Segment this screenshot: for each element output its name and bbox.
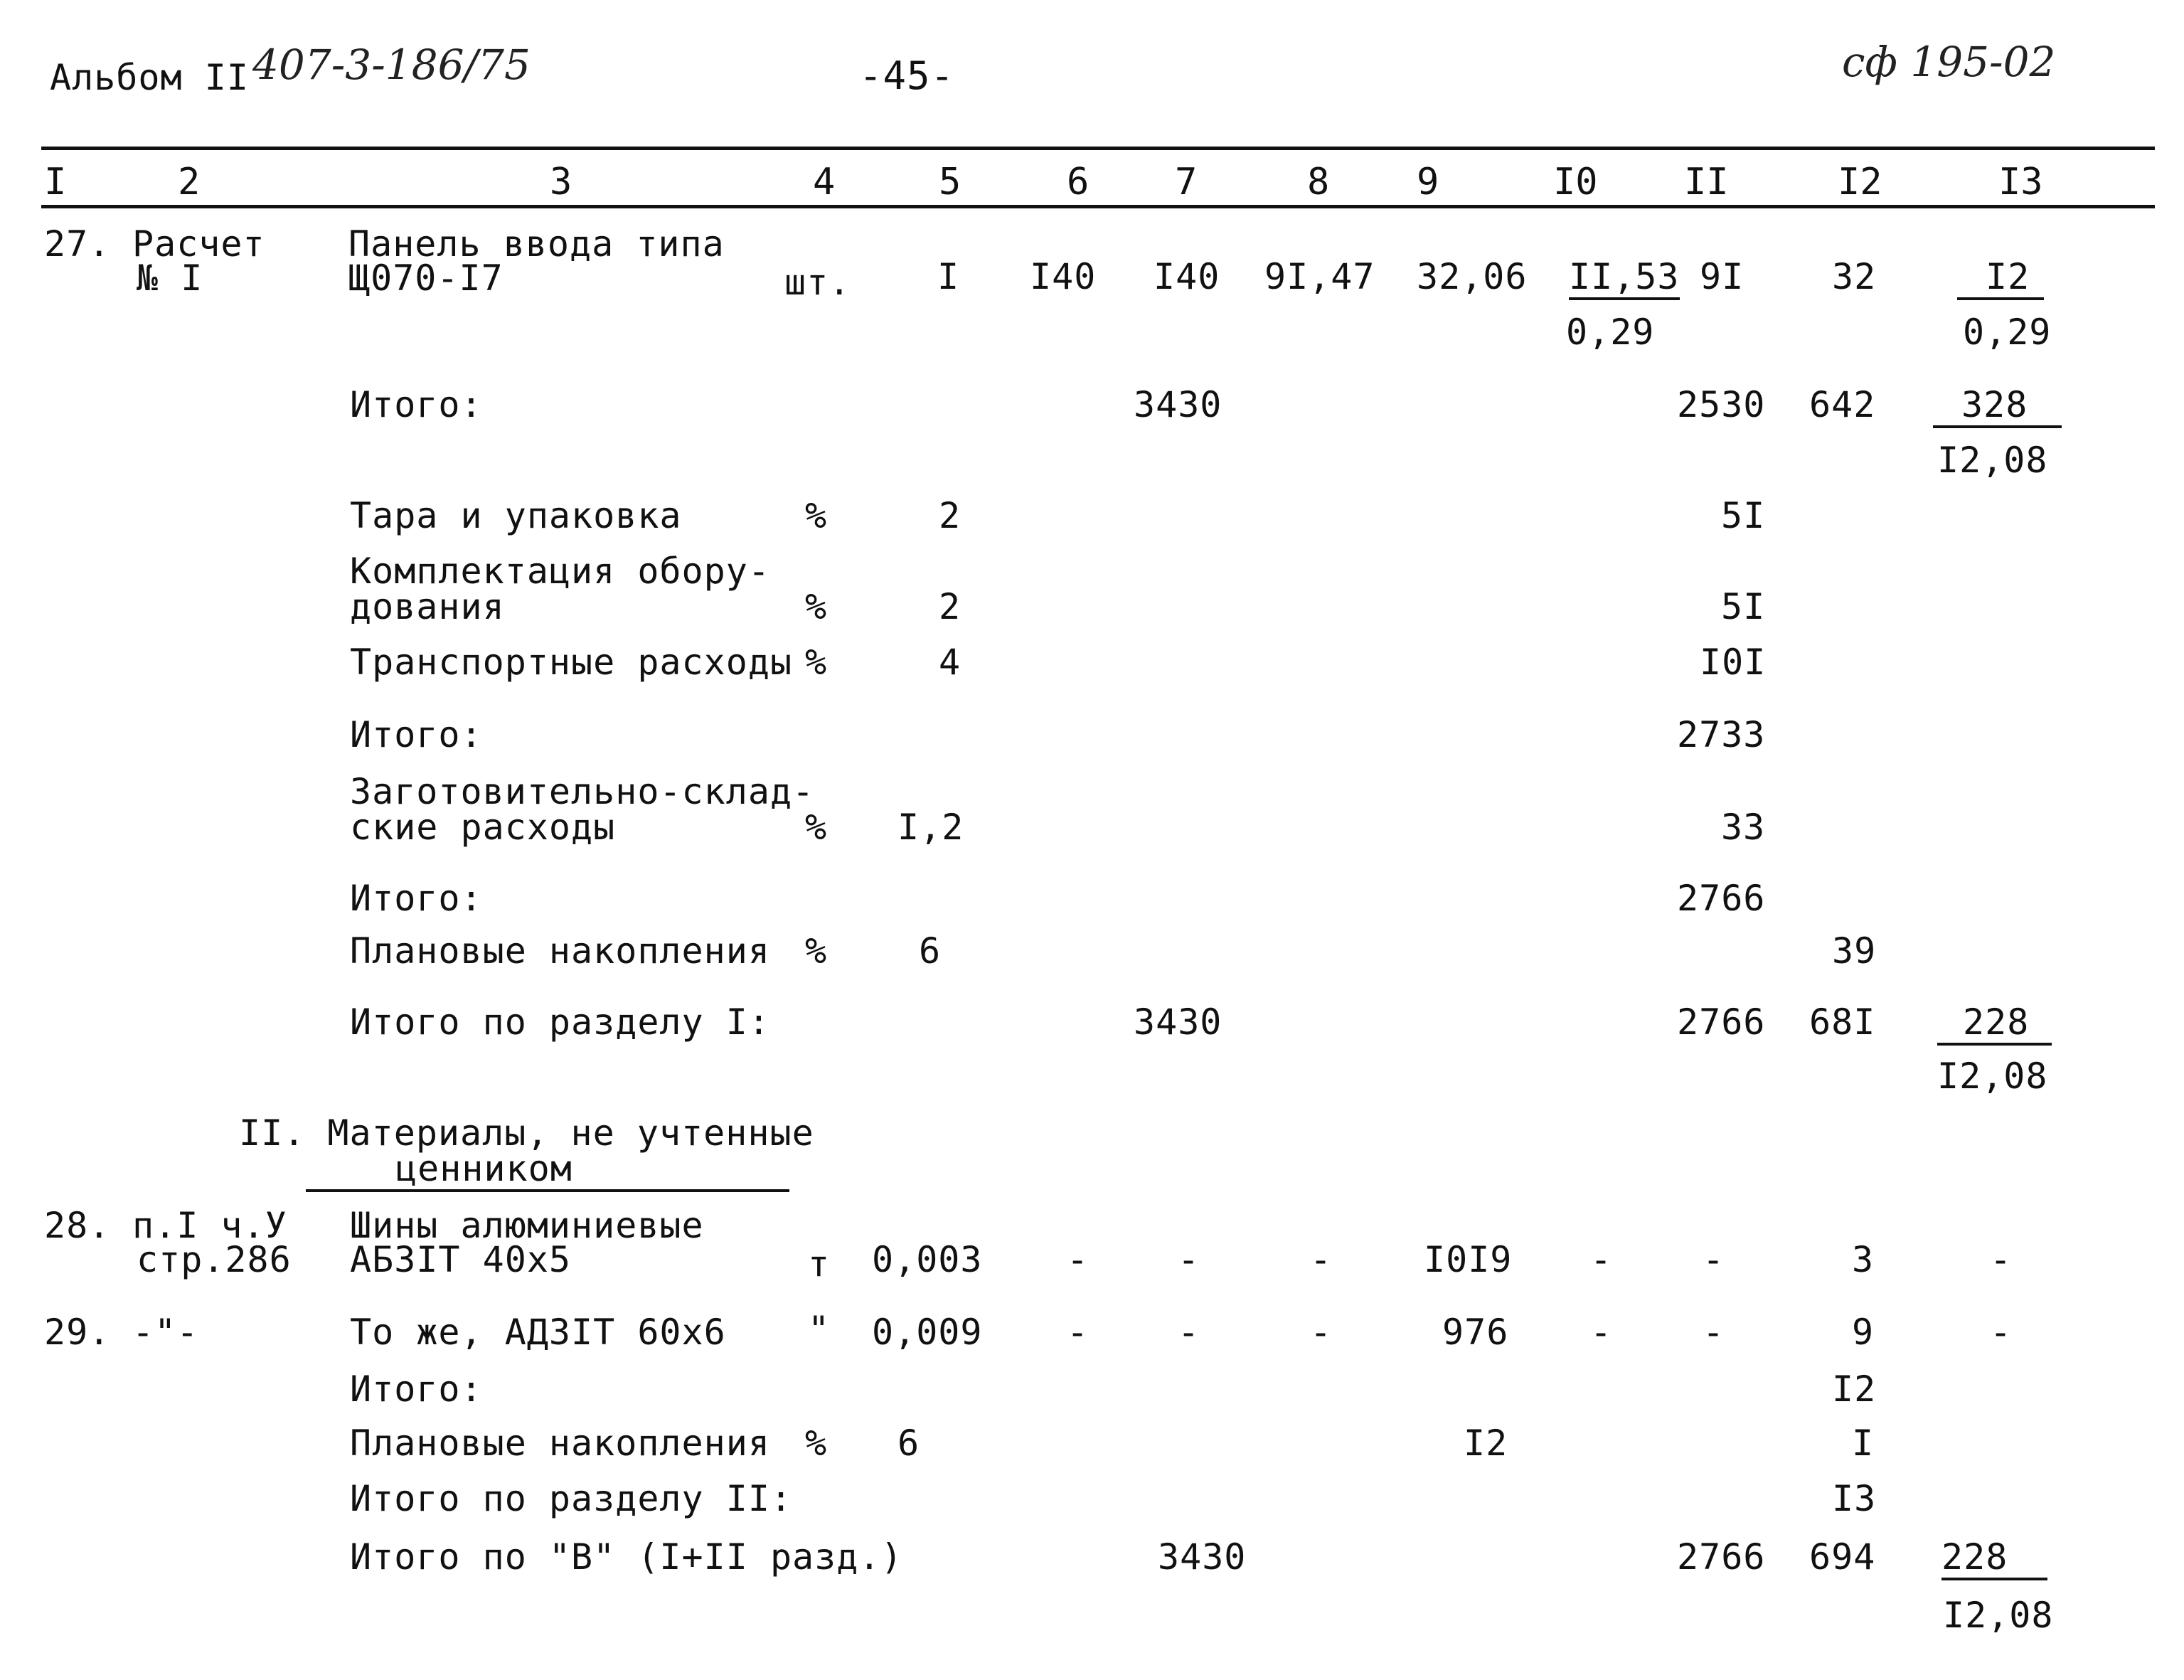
row-27-col10-top: II,53 [1569, 259, 1680, 300]
col-header-10: I0 [1553, 161, 1598, 203]
packing-col11: 5I [1721, 495, 1766, 536]
section2-planned-savings-pct: 6 [897, 1423, 920, 1464]
row-29-qty: 0,009 [872, 1312, 983, 1353]
row-29-name: То же, АДЗIТ 60х6 [350, 1312, 726, 1353]
row-27-col8: 9I,47 [1264, 256, 1375, 297]
row-29-col13: - [1990, 1312, 2013, 1353]
row-28-qty: 0,003 [872, 1239, 983, 1280]
row-29-col11: - [1703, 1312, 1725, 1353]
row-29-unit: " [808, 1309, 831, 1350]
col-header-13: I3 [1998, 161, 2043, 203]
storage-unit: % [805, 807, 828, 848]
header-bottom-rule [41, 205, 2155, 208]
total1-col13-bottom: I2,08 [1937, 440, 2048, 481]
completion-label-line2: дования [350, 586, 505, 627]
total1-label: Итого: [350, 384, 483, 425]
row-27-col13-bottom: 0,29 [1963, 312, 2052, 353]
row-27-col12: 32 [1832, 256, 1877, 297]
col-header-1: I [44, 161, 67, 203]
col-header-7: 7 [1175, 161, 1198, 203]
row-27-col10-bottom: 0,29 [1566, 312, 1655, 353]
packing-label: Тара и упаковка [350, 495, 682, 536]
album-label: Альбом II [50, 57, 249, 98]
transport-col11: I0I [1700, 642, 1767, 683]
section1-total-col13-top: 228 [1937, 1004, 2052, 1046]
row-28-col6: - [1067, 1239, 1090, 1280]
row-27-basis-line1: Расчет [132, 223, 265, 265]
col-header-8: 8 [1307, 161, 1330, 203]
row-28-unit: т [808, 1243, 831, 1285]
planned-savings-col12: 39 [1832, 930, 1877, 972]
storage-col11: 33 [1721, 807, 1766, 848]
col-header-5: 5 [939, 161, 962, 203]
row-27-number: 27. [44, 223, 111, 265]
col-header-12: I2 [1838, 161, 1882, 203]
row-27-col11: 9I [1700, 256, 1744, 297]
table-top-rule [41, 147, 2155, 150]
row-27-basis-line2: № I [137, 257, 203, 299]
row-27-col6: I40 [1030, 256, 1097, 297]
total1-col11: 2530 [1677, 384, 1766, 425]
storage-label-line1: Заготовительно-склад- [350, 771, 815, 812]
row-28-col10: - [1590, 1239, 1613, 1280]
row-28-basis-line1: п.I ч.У [132, 1205, 287, 1246]
section2-subtotal-label: Итого: [350, 1368, 483, 1410]
transport-pct: 4 [939, 642, 962, 683]
transport-label: Транспортные расходы [350, 642, 793, 683]
section1-total-col7: 3430 [1134, 1001, 1222, 1043]
section2-total-col12: I3 [1832, 1478, 1877, 1519]
row-28-col12: 3 [1852, 1239, 1875, 1280]
row-27-col7: I40 [1154, 256, 1220, 297]
grand-total-col13-bottom: I2,08 [1943, 1595, 2054, 1636]
total1-col12: 642 [1809, 384, 1876, 425]
col-header-11: II [1684, 161, 1729, 203]
section2-planned-savings-col12: I [1852, 1423, 1875, 1464]
col-header-3: 3 [550, 161, 572, 203]
packing-unit: % [805, 495, 828, 536]
completion-unit: % [805, 586, 828, 627]
row-27-unit: шт. [784, 262, 851, 303]
packing-pct: 2 [939, 495, 962, 536]
row-28-col9: I0I9 [1424, 1239, 1513, 1280]
row-29-number: 29. [44, 1312, 111, 1353]
completion-col11: 5I [1721, 586, 1766, 627]
col-header-6: 6 [1067, 161, 1090, 203]
total2-label: Итого: [350, 714, 483, 755]
section2-total-label: Итого по разделу II: [350, 1478, 793, 1519]
row-28-name-line2: АБЗIТ 40х5 [350, 1239, 572, 1280]
col-header-9: 9 [1417, 161, 1439, 203]
col-header-4: 4 [813, 161, 836, 203]
total3-label: Итого: [350, 878, 483, 919]
row-28-col8: - [1310, 1239, 1333, 1280]
sheet-code: сф 195-02 [1842, 38, 2056, 86]
row-27-name-line2: Щ070-I7 [348, 257, 504, 299]
row-29-basis: -"- [132, 1312, 199, 1353]
grand-total-col13-top: 228 [1941, 1539, 2047, 1580]
section2-title-line1: II. Материалы, не учтенные [239, 1112, 814, 1154]
row-28-col13: - [1990, 1239, 2013, 1280]
total3-col11: 2766 [1677, 878, 1766, 919]
total1-col7: 3430 [1134, 384, 1222, 425]
section2-title-line2: ценником [395, 1148, 572, 1189]
row-27-qty: I [937, 256, 960, 297]
grand-total-label: Итого по "В" (I+II разд.) [350, 1536, 903, 1578]
col-header-2: 2 [178, 161, 201, 203]
row-27-col9: 32,06 [1417, 256, 1528, 297]
row-28-basis-line2: стр.286 [137, 1239, 292, 1280]
section1-total-col12: 68I [1809, 1001, 1876, 1043]
section2-planned-savings-label: Плановые накопления [350, 1423, 770, 1464]
planned-savings-pct: 6 [919, 930, 942, 972]
row-29-col12: 9 [1852, 1312, 1875, 1353]
row-29-col10: - [1590, 1312, 1613, 1353]
transport-unit: % [805, 642, 828, 683]
completion-pct: 2 [939, 586, 962, 627]
row-27-name-line1: Панель ввода типа [348, 223, 725, 265]
page-number: -45- [859, 53, 955, 98]
row-29-col7: - [1178, 1312, 1200, 1353]
row-28-name-line1: Шины алюминиевые [350, 1205, 704, 1246]
grand-total-col7: 3430 [1158, 1536, 1247, 1578]
row-29-col8: - [1310, 1312, 1333, 1353]
section2-subtotal-col12: I2 [1832, 1368, 1877, 1410]
storage-pct: I,2 [897, 807, 964, 848]
total1-col13-top: 328 [1933, 387, 2062, 428]
row-29-col6: - [1067, 1312, 1090, 1353]
planned-savings-unit: % [805, 930, 828, 972]
section1-total-col11: 2766 [1677, 1001, 1766, 1043]
section1-total-col13-bottom: I2,08 [1937, 1056, 2048, 1097]
row-28-number: 28. [44, 1205, 111, 1246]
row-29-col9: 976 [1442, 1312, 1509, 1353]
section1-total-label: Итого по разделу I: [350, 1001, 770, 1043]
section2-planned-savings-unit: % [805, 1423, 828, 1464]
storage-label-line2: ские расходы [350, 807, 616, 848]
row-27-col13-top: I2 [1957, 259, 2044, 300]
completion-label-line1: Комплектация обору- [350, 551, 770, 592]
grand-total-col12: 694 [1809, 1536, 1876, 1578]
total2-col11: 2733 [1677, 714, 1766, 755]
planned-savings-label: Плановые накопления [350, 930, 770, 972]
grand-total-col11: 2766 [1677, 1536, 1766, 1578]
row-28-col7: - [1178, 1239, 1200, 1280]
row-28-col11: - [1703, 1239, 1725, 1280]
album-code: 407-3-186/75 [252, 41, 531, 89]
section2-planned-savings-col9: I2 [1464, 1423, 1508, 1464]
section2-title-rule [306, 1189, 789, 1192]
